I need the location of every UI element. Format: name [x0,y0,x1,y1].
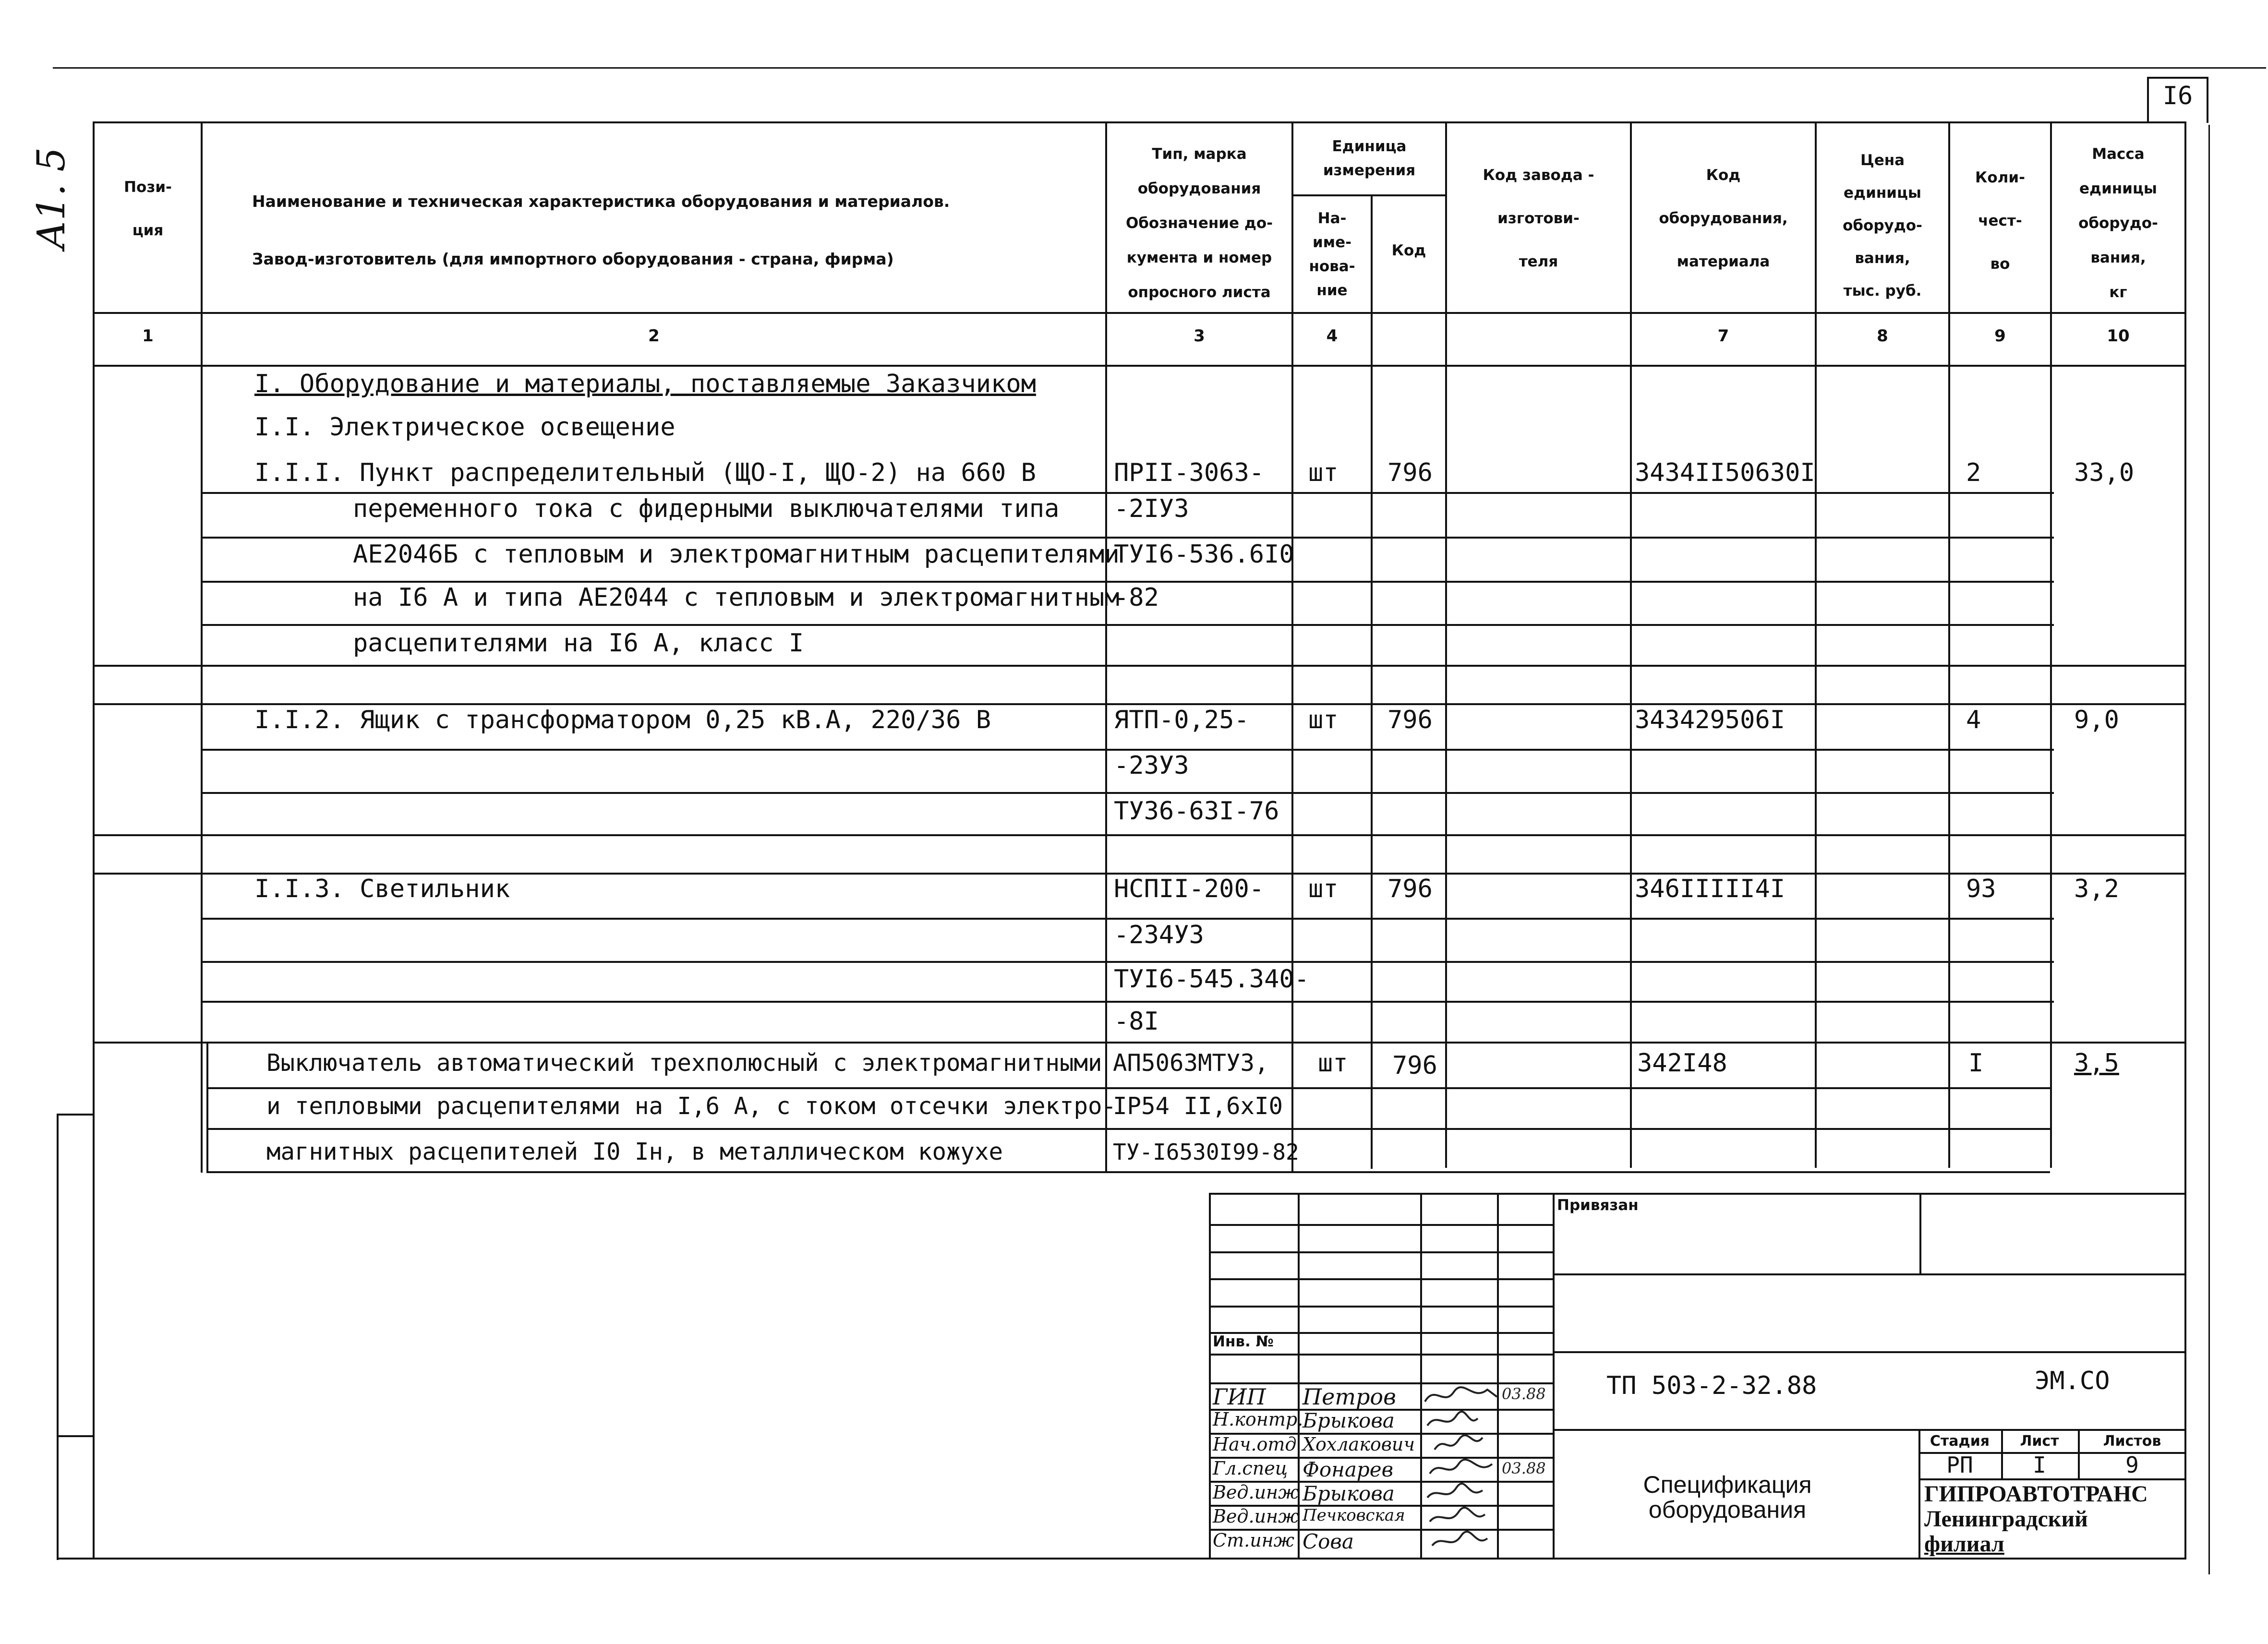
person-name: Брыкова [1303,1482,1395,1505]
item-code: 3434II50630I [1635,458,1815,487]
sheets-label: Листов [2103,1433,2161,1450]
item-unit: шт [1318,1049,1348,1078]
margin-strip-top [57,1114,94,1116]
person-name: Брыкова [1303,1409,1395,1432]
colnum-10: 10 [2107,326,2130,346]
role: Н.контр. [1213,1409,1303,1430]
item-description: I.I.I. Пункт распределительный (ЩО-I, ЩО-2) на 660 В [254,458,1036,487]
row-line [201,1001,2054,1003]
hdr-quantity: Коли- чест- во [1975,169,2025,273]
row-line [93,1042,2186,1044]
item-unit: шт [1308,706,1339,734]
item-type: -8I [1114,1007,1159,1036]
trim-right [2208,125,2210,1574]
row-line [201,961,2054,963]
colnum-2: 2 [648,326,660,346]
sheets-value: 9 [2125,1452,2139,1478]
stage-value: РП [1946,1452,1973,1478]
item-unit: шт [1308,875,1339,903]
col-line-4 [1371,194,1373,1169]
hdr-description: Наименование и техническая характеристика оборудования и материалов. Завод-изготовитель (для импортного оборудования - страна, фирма) [252,192,950,268]
person-name: Фонарев [1303,1458,1394,1481]
tb-privyazan-split [1919,1193,1921,1274]
item-unit-code: 796 [1387,706,1433,734]
row-line [206,1087,2050,1089]
hdr-type: Тип, марка оборудования Обозначение до- кумента и номер опросного листа [1125,145,1273,301]
stage-label: Стадия [1930,1433,1990,1450]
item-description: на I6 А и типа АЕ2044 с тепловым и электромагнитным [353,583,1120,612]
hdr-price: Цена единицы оборудо- вания, тыс. руб. [1843,152,1922,300]
sheet-number: I6 [2162,82,2193,110]
row-line [93,834,2186,836]
doc-code: ТП 503-2-32.88 [1606,1371,1817,1400]
row-line [93,665,2186,667]
role: Ст.инж [1213,1530,1294,1551]
sign-date: 03.88 [1502,1459,1546,1477]
item-type: -2IУ3 [1114,494,1189,523]
signature-mark [1427,1484,1483,1498]
colnum-3: 3 [1194,326,1205,346]
item-type: ПРII-3063- [1114,458,1265,487]
row-line [201,537,2054,539]
signature-mark [1427,1412,1478,1426]
item-type: АП5063МТУ3, [1113,1049,1269,1077]
colnum-9: 9 [1994,326,2006,346]
signature-mark [1425,1387,1497,1402]
tb-divider [1553,1193,1555,1560]
hdr-unit-name: На- име- нова- ние [1309,210,1355,299]
document-title: Спецификация оборудования [1643,1471,1812,1523]
sheet-label: Лист [2020,1433,2059,1450]
organization: ГИПРОАВТОТРАНС Ленинградский филиал [1924,1481,2148,1557]
item-mass: 3,2 [2074,875,2119,903]
hdr-unit-code: Код [1391,242,1426,259]
side-label: А1. 5 [29,147,73,250]
item-code: 343429506I [1635,706,1785,734]
row-line [206,1128,2050,1130]
tb-line [1918,1478,2186,1480]
margin-strip-mid [57,1435,94,1437]
item-type: IP54 II,6хI0 [1113,1092,1283,1120]
item-description: I.I.3. Светильник [254,875,510,903]
item-qty: I [1968,1049,1984,1078]
item-type: -23У3 [1114,751,1189,780]
tb-grid-h [1209,1354,1553,1356]
row-line [201,624,2054,626]
hdr-unit: Единица измерения [1323,138,1416,179]
titleblock [1209,1193,2186,1560]
hdr-mass: Масса единицы оборудо- вания, кг [2078,145,2158,301]
role: Нач.отд [1213,1434,1297,1455]
role: Вед.инж [1213,1482,1299,1503]
tb-top [1209,1193,2186,1195]
item-unit-code: 796 [1387,875,1433,903]
item-description: I.I.2. Ящик с трансформатором 0,25 кВ.А, 220/36 В [254,706,991,734]
row-line [201,581,2054,583]
item-code: 346IIIII4I [1635,875,1785,903]
hdr-equipment-code: Код оборудования, материала [1659,167,1788,270]
item-type: ТУI6-536.6I0 [1114,540,1294,569]
row-line [201,918,2054,920]
row-line [206,1171,2050,1173]
frame-left [93,121,95,1560]
signature-mark [1430,1508,1485,1522]
item-unit-code: 796 [1387,458,1433,487]
item-type: ТУ-I6530I99-82 [1113,1139,1299,1165]
sheet-value: I [2033,1452,2046,1478]
person-name: Печковская [1303,1506,1405,1525]
tb-line [1553,1273,2186,1275]
unit-split-line [1291,194,1445,196]
col-line-1 [201,121,203,1173]
hdr-factory-code: Код завода - изготови- теля [1483,167,1594,270]
inv-label: Инв. № [1213,1333,1274,1350]
item-type: НСПII-200- [1114,875,1265,903]
item-description: магнитных расцепителей I0 Iн, в металлическом кожухе [266,1138,1003,1165]
signature-mark [1430,1460,1492,1474]
colnum-4: 4 [1326,326,1338,346]
item-mass: 3,5 [2074,1049,2119,1078]
tb-grid-v [1298,1193,1300,1558]
item-type: -82 [1114,583,1159,612]
tb-grid-h [1209,1278,1553,1280]
switch-box-left [206,1042,208,1171]
role: Вед.инж [1213,1506,1299,1527]
item-unit: шт [1308,458,1339,487]
item-description: расцепителями на I6 А, класс I [353,629,804,658]
top-trim-line [53,67,2266,69]
item-type: ТУ36-63I-76 [1114,797,1279,826]
sign-date: 03.88 [1502,1385,1546,1403]
item-type: -234У3 [1114,921,1204,949]
row-line [201,749,2054,751]
colnum-bottom-line [93,365,2186,367]
person-name: Петров [1303,1384,1396,1410]
role: ГИП [1213,1384,1266,1410]
tb-grid-h [1209,1251,1553,1253]
item-description: и тепловыми расцепителями на I,6 А, с током отсечки электро- [266,1092,1117,1120]
person-name: Сова [1303,1530,1354,1553]
row-line [201,492,2054,494]
row-line [93,703,2186,705]
hdr-position: Пози- ция [124,179,172,239]
item-qty: 93 [1966,875,1996,903]
colnum-1: 1 [142,326,154,346]
item-qty: 4 [1966,706,1981,734]
drawing-mark: ЭМ.СО [2035,1367,2110,1395]
privyazan-label: Привязан [1557,1197,1639,1214]
item-code: 342I48 [1637,1049,1727,1078]
tb-line [1553,1429,2186,1431]
item-mass: 33,0 [2074,458,2135,487]
item-type: ТУI6-545.340- [1114,965,1309,994]
row-line [201,792,2054,794]
tb-grid-h [1209,1306,1553,1308]
item-description: АЕ2046Б с тепловым и электромагнитным расцепителями [353,540,1120,569]
item-mass: 9,0 [2074,706,2119,734]
tb-line [1553,1351,2186,1353]
item-unit-code: 796 [1392,1051,1437,1080]
margin-strip-left [57,1114,59,1560]
item-type: ЯТП-0,25- [1114,706,1249,734]
signature-mark [1435,1435,1483,1450]
role: Гл.спец [1213,1458,1288,1479]
item-description: Выключатель автоматический трехполюсный с электромагнитными [266,1049,1102,1077]
colnum-7: 7 [1717,326,1729,346]
subsection-title: I.I. Электрическое освещение [254,413,676,442]
section-title: I. Оборудование и материалы, поставляемые Заказчиком [254,370,1036,398]
signature-mark [1432,1532,1487,1546]
tb-grid-h [1209,1224,1553,1226]
item-description: переменного тока с фидерными выключателями типа [353,494,1060,523]
item-qty: 2 [1966,458,1981,487]
header-top-line [93,121,2186,123]
colnum-8: 8 [1877,326,1888,346]
header-bottom-line [93,312,2186,314]
person-name: Хохлакович [1303,1434,1415,1455]
